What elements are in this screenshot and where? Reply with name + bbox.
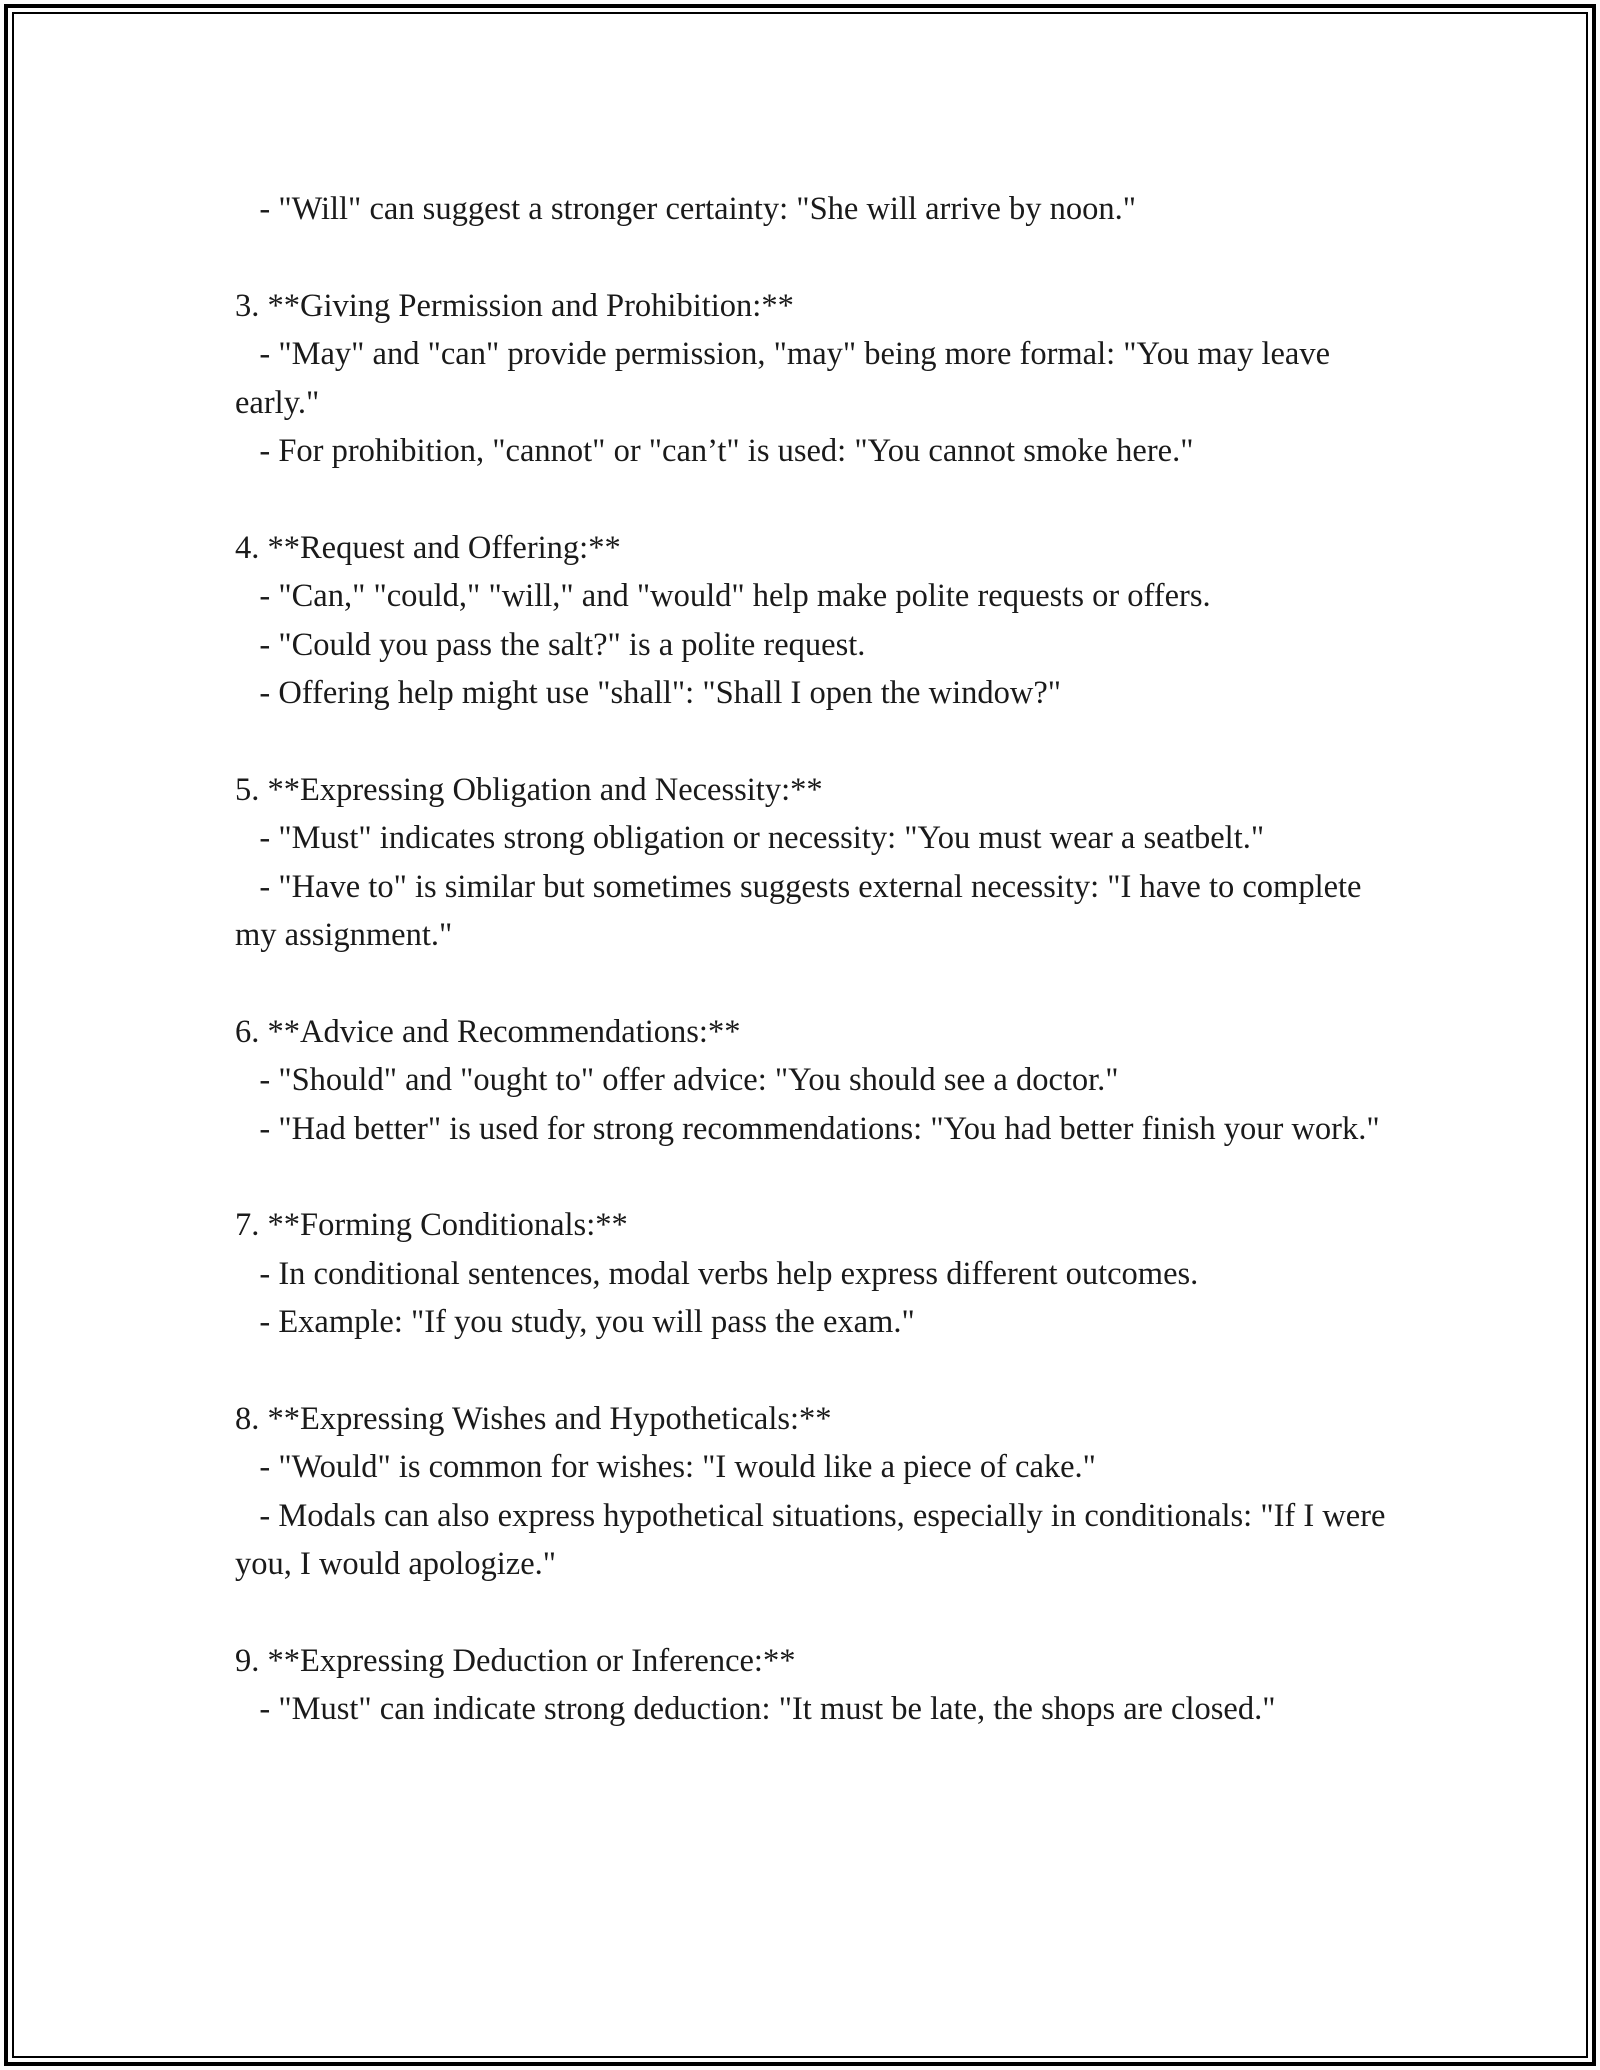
section-wishes-hypotheticals bbox=[235, 1395, 1395, 1589]
bullet-line: - For prohibition, "cannot" or "can’t" is used: "You cannot smoke here." bbox=[235, 433, 1194, 470]
bullet-line: - "Would" is common for wishes: "I would like a piece of cake." bbox=[235, 1449, 1096, 1486]
bullet-line: - Offering help might use "shall": "Shall I open the window?" bbox=[235, 675, 1062, 712]
section-request-offering bbox=[235, 524, 1395, 718]
section-deduction-inference bbox=[235, 1637, 1395, 1734]
section-obligation-necessity bbox=[235, 766, 1395, 960]
section-heading: 6. **Advice and Recommendations:** bbox=[235, 1013, 741, 1050]
bullet-line: - "Will" can suggest a stronger certainty: "She will arrive by noon." bbox=[235, 191, 1137, 227]
bullet-line: - Example: "If you study, you will pass the exam." bbox=[235, 1304, 915, 1341]
bullet-line: - "Have to" is similar but sometimes suggests external necessity: "I have to complete my assignment." bbox=[235, 868, 1370, 954]
bullet-line: - In conditional sentences, modal verbs help express different outcomes. bbox=[235, 1255, 1199, 1292]
section-heading: 4. **Request and Offering:** bbox=[235, 529, 621, 566]
bullet-line: - "Could you pass the salt?" is a polite request. bbox=[235, 626, 866, 663]
bullet-line: - "Can," "could," "will," and "would" help make polite requests or offers. bbox=[235, 578, 1211, 615]
bullet-line: - "Should" and "ought to" offer advice: "You should see a doctor." bbox=[235, 1062, 1119, 1099]
section-advice-recommendations bbox=[235, 1008, 1395, 1153]
bullet-line: - "Must" can indicate strong deduction: "It must be late, the shops are closed." bbox=[235, 1691, 1276, 1728]
section-heading: 5. **Expressing Obligation and Necessity:** bbox=[235, 771, 823, 808]
continuation-block bbox=[235, 185, 1395, 233]
section-conditionals bbox=[235, 1201, 1395, 1346]
bullet-line: - "Had better" is used for strong recommendations: "You had better finish your work." bbox=[235, 1110, 1380, 1147]
section-heading: 3. **Giving Permission and Prohibition:** bbox=[235, 287, 794, 324]
section-permission-prohibition bbox=[235, 282, 1395, 476]
section-heading: 9. **Expressing Deduction or Inference:** bbox=[235, 1643, 796, 1680]
section-heading: 7. **Forming Conditionals:** bbox=[235, 1207, 628, 1244]
document-body bbox=[235, 185, 1395, 1734]
section-heading: 8. **Expressing Wishes and Hypotheticals:** bbox=[235, 1401, 832, 1438]
bullet-line: - "Must" indicates strong obligation or necessity: "You must wear a seatbelt." bbox=[235, 820, 1265, 857]
bullet-line: - "May" and "can" provide permission, "may" being more formal: "You may leave early." bbox=[235, 336, 1339, 421]
bullet-line: - Modals can also express hypothetical situations, especially in conditionals: "If I were you, I would apologize." bbox=[235, 1497, 1394, 1583]
